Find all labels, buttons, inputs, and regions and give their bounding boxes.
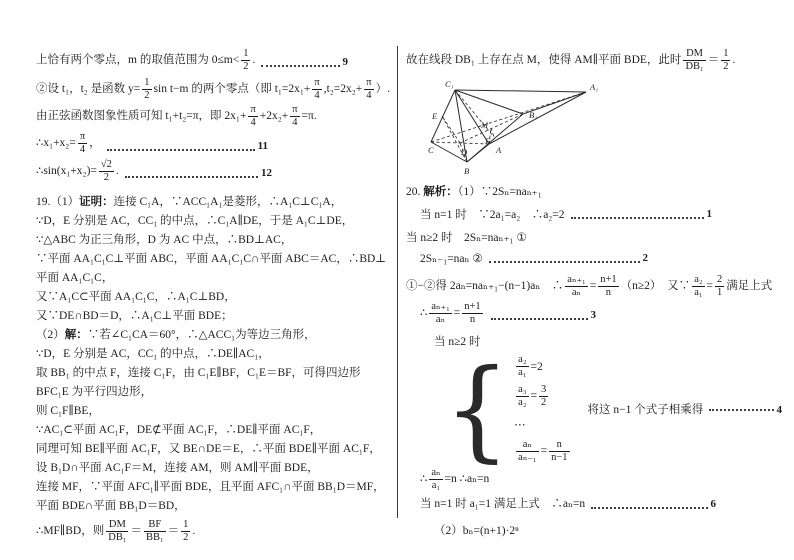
- fraction-denominator: 1: [717, 287, 723, 299]
- fraction-denominator: BB₁: [145, 531, 164, 543]
- text-line: [36, 288, 394, 307]
- fraction-numerator: aₙ₊₁: [429, 301, 451, 314]
- fraction-numerator: 2: [715, 274, 724, 287]
- math-text: =: [706, 280, 714, 293]
- fraction-numerator: n+1: [598, 274, 618, 287]
- fraction: [692, 274, 704, 299]
- fraction-numerator: 1: [142, 77, 151, 90]
- math-text: ⋯: [514, 418, 526, 431]
- fraction-denominator: 2: [723, 61, 729, 73]
- math-text: ∵若∠C₁CA＝60°，∴△ACC₁为等边三角形，: [87, 328, 316, 341]
- math-text: ∵AC₁⊂平面 AC₁F，DE⊄平面 AC₁F，∴DE∥平面 AC₁F，: [36, 423, 322, 436]
- math-text: ①−②得 2aₙ=naₙ₊₁−(n−1)aₙ ∴: [406, 280, 564, 293]
- system-brace: {: [444, 344, 511, 473]
- fraction-numerator: π: [248, 104, 257, 117]
- math-text: 则 C₁F∥BE，: [36, 404, 100, 417]
- fraction-denominator: 4: [292, 117, 298, 129]
- fraction: [683, 48, 705, 73]
- fraction-numerator: BF: [144, 519, 166, 532]
- vertex-label-M: M: [481, 120, 489, 131]
- math-text: ，: [89, 137, 101, 150]
- text-line: [36, 193, 394, 212]
- fraction: [429, 301, 451, 326]
- prism-figure-svg: [428, 77, 608, 181]
- equation-system: [444, 344, 782, 473]
- math-text: 解析：: [423, 186, 458, 199]
- vertex-label-A1: A₁: [590, 82, 599, 93]
- system-rows: [514, 354, 571, 463]
- system-row: [514, 384, 571, 409]
- fraction: [290, 104, 299, 129]
- math-text: 解：: [64, 328, 88, 341]
- math-text: ∵D，E 分别是 AC，CC₁ 的中点，∴C₁A∥DE，于是 A₁C⊥DE，: [36, 214, 354, 227]
- vertex-label-A: A: [496, 145, 502, 156]
- math-text: sin t−m 的两个零点（即 t₁=2x₁+: [153, 83, 311, 96]
- math-text: 2Sₙ₋₁=naₙ ②: [420, 252, 483, 265]
- math-text: 当 n=1 时 a₁=1 满足上式 ∴aₙ=n: [420, 498, 586, 511]
- fraction: [429, 467, 442, 492]
- fraction-denominator: 2: [183, 531, 189, 543]
- fraction-denominator: 4: [79, 144, 86, 156]
- text-line: [420, 249, 648, 269]
- math-text: 故在线段 DB₁ 上存在点 M，使得 AM∥平面 BDE，此时: [406, 54, 682, 67]
- fraction: [142, 77, 151, 102]
- fraction-denominator: aₙ: [571, 287, 582, 299]
- math-text: .: [192, 524, 196, 537]
- math-text: 同理可知 BE∥平面 AC₁F，又 BE∩DE＝E，∴平面 BDE∥平面 AC₁F，: [36, 442, 381, 455]
- math-text: =2: [530, 360, 543, 373]
- text-line: [36, 326, 394, 345]
- text-line: [36, 104, 394, 129]
- math-text: .: [252, 54, 256, 67]
- fraction-numerator: n: [549, 439, 569, 452]
- system-row: [514, 354, 571, 379]
- math-text: 将这 n−1 个式子相乘得: [587, 404, 704, 417]
- fraction-numerator: DM: [106, 519, 128, 532]
- fraction-numerator: aₙ: [429, 467, 442, 480]
- text-line: [36, 48, 348, 73]
- math-text: ②设 t₁，t₂ 是函数 y=: [36, 83, 141, 96]
- fraction-denominator: n: [605, 287, 612, 299]
- fraction-denominator: 2: [243, 61, 249, 73]
- fraction-denominator: 4: [366, 90, 372, 102]
- math-text: 又∵DE∩BD＝D，∴A₁C⊥平面 BDE；: [36, 309, 233, 322]
- text-line: [36, 459, 394, 478]
- math-text: =π.: [301, 110, 317, 123]
- fraction: [364, 77, 373, 102]
- text-line: [36, 250, 394, 288]
- dot-leader: [491, 318, 588, 320]
- math-text: ＝: [167, 524, 180, 537]
- math-text: ∵△ABC 为正三角形，D 为 AC 中点，∴BD⊥AC，: [36, 233, 293, 246]
- math-text: ∴x₁+x₂=: [36, 137, 76, 150]
- fraction: [248, 104, 257, 129]
- text-line: [36, 131, 268, 156]
- fraction: [598, 274, 618, 299]
- fraction: [715, 274, 724, 299]
- fraction-numerator: 1: [181, 519, 190, 532]
- prism-figure: [428, 77, 782, 181]
- fraction: [181, 519, 190, 544]
- system-row: [514, 439, 571, 464]
- math-text: 由正弦函数图象性质可知 t₁+t₂=π，即 2x₁+: [36, 110, 247, 123]
- dashed-edge-A1-C: [431, 92, 586, 142]
- dot-leader: [489, 261, 640, 263]
- fraction-numerator: π: [364, 77, 373, 90]
- fraction: [516, 354, 528, 379]
- fraction-denominator: n: [469, 314, 476, 326]
- math-text: 又∵A₁C⊂平面 AA₁C₁C，∴A₁C⊥BD，: [36, 290, 236, 303]
- math-text: 当 n=1 时 ∵2a₁=a₂ ∴a₂=2: [420, 208, 565, 221]
- text-line: [406, 48, 782, 73]
- score-number: 9: [342, 56, 348, 69]
- text-line: [36, 307, 394, 326]
- fraction: [106, 519, 128, 544]
- math-text: ,t₂=2x₂+: [323, 83, 363, 96]
- math-text: （2）: [36, 328, 65, 341]
- math-text: 上恰有两个零点，m 的取值范围为 0≤m<: [36, 54, 240, 67]
- math-text: ＝: [707, 54, 720, 67]
- text-line: [36, 77, 394, 102]
- dot-leader: [571, 217, 704, 219]
- fraction-denominator: n−1: [551, 451, 568, 463]
- math-text: 证明：: [79, 195, 114, 208]
- fraction-denominator: a₁: [694, 287, 703, 299]
- fraction-numerator: n+1: [462, 301, 482, 314]
- solid-edge-A-B: [467, 144, 489, 162]
- score-number: 2: [642, 252, 648, 265]
- text-line: [36, 364, 394, 402]
- fraction: [312, 77, 321, 102]
- fraction-numerator: a₃: [516, 384, 528, 397]
- math-text: .: [732, 54, 736, 67]
- math-text: ＝: [130, 524, 142, 537]
- text-line: [36, 478, 394, 516]
- math-text: （2）bₙ=(n+1)·2ⁿ: [434, 524, 519, 537]
- fraction-numerator: π: [312, 77, 321, 90]
- math-text: =: [540, 445, 548, 458]
- system-side-note: [588, 401, 783, 417]
- text-line: [420, 495, 716, 515]
- dashed-edge-M-F: [491, 128, 494, 137]
- math-text: .: [115, 164, 119, 177]
- fraction-numerator: π: [78, 131, 87, 144]
- vertex-label-F: F: [485, 136, 491, 147]
- math-text: ∵平面 AA₁C₁C⊥平面 ABC，平面 AA₁C₁C∩平面 ABC＝AC，∴BD⊥平面 AA₁C₁C，: [36, 252, 387, 284]
- fraction-numerator: √2: [99, 159, 114, 172]
- fraction-numerator: a₂: [692, 274, 704, 287]
- math-text: ）.: [375, 83, 390, 96]
- math-text: 满足上式: [726, 280, 773, 293]
- solid-edge-A-A1: [489, 92, 586, 144]
- text-line: [406, 229, 782, 248]
- text-line: [36, 345, 394, 364]
- system-row: [514, 413, 571, 435]
- math-text: 连接 MF，∵平面 AFC₁∥平面 BDE，且平面 AFC₁∩平面 BB₁D＝MF，平面 BDE∩平面 BB₁D＝BD，: [36, 480, 385, 512]
- left-column: [36, 48, 394, 544]
- math-text: =n ∴aₙ=n: [444, 472, 490, 485]
- vertex-label-E: E: [432, 111, 438, 122]
- score-number: 12: [261, 166, 272, 179]
- fraction: [78, 131, 87, 156]
- text-line: [434, 522, 782, 541]
- vertex-label-C1: C₁: [445, 79, 454, 90]
- dot-leader: [591, 507, 707, 509]
- dot-leader: [125, 176, 258, 178]
- dashed-edge-D-E: [442, 116, 460, 143]
- score-number: 4: [776, 404, 782, 417]
- math-text: +2x₂+: [259, 110, 289, 123]
- fraction: [144, 519, 166, 544]
- fraction: [516, 384, 528, 409]
- math-text: 取 BB₁ 的中点 F，连接 C₁F，由 C₁E∥BF，C₁E＝BF，可得四边形 BFC₁E 为平行四边形，: [36, 366, 364, 398]
- fraction-numerator: aₙ: [516, 439, 538, 452]
- score-number: 6: [710, 497, 716, 510]
- text-line: [406, 183, 782, 202]
- fraction-numerator: a₂: [516, 354, 528, 367]
- math-text: 当 n≥2 时 2Sₙ=naₙ₊₁ ①: [406, 232, 527, 245]
- text-line: [420, 301, 596, 326]
- vertex-label-B1: B₁: [529, 110, 538, 121]
- math-text: 当 n≥2 时: [434, 336, 481, 349]
- fraction-denominator: aₙ₋₁: [518, 451, 537, 463]
- fraction-denominator: 4: [250, 117, 256, 129]
- column-divider: [397, 46, 398, 518]
- math-text: 连接 C₁A，∵ACC₁A₁是菱形，∴A₁C⊥C₁A，: [113, 195, 343, 208]
- fraction: [539, 384, 548, 409]
- math-text: ∵D，E 分别是 AC，CC₁ 的中点，∴DE∥AC₁，: [36, 347, 270, 360]
- text-line: [406, 274, 782, 299]
- fraction: [99, 159, 114, 184]
- math-text: ∴: [420, 307, 428, 320]
- fraction-denominator: a₁: [431, 479, 441, 491]
- text-line: [36, 159, 272, 184]
- fraction-denominator: 4: [314, 90, 320, 102]
- text-line: [36, 402, 394, 421]
- fraction-numerator: aₙ₊₁: [565, 274, 587, 287]
- math-text: ∴: [420, 472, 428, 485]
- fraction-denominator: 2: [103, 171, 110, 183]
- dot-leader: [709, 409, 773, 411]
- text-line: [36, 440, 394, 459]
- math-text: （1）∵2Sₙ=naₙ₊₁: [457, 186, 542, 199]
- math-text: =: [453, 307, 461, 320]
- fraction-denominator: aₙ: [435, 314, 446, 326]
- solid-edge-C1-A: [455, 90, 491, 147]
- math-text: 19.（1）: [36, 195, 80, 208]
- fraction-denominator: a₁: [518, 367, 527, 379]
- fraction-denominator: DB₁: [685, 61, 704, 73]
- fraction: [516, 439, 538, 464]
- fraction: [721, 48, 730, 73]
- vertex-label-C: C: [428, 145, 434, 156]
- score-number: 11: [257, 139, 268, 152]
- text-line: [36, 231, 394, 250]
- vertex-label-B: B: [464, 166, 470, 177]
- dot-leader: [261, 65, 339, 67]
- solid-edge-C1-A1: [455, 90, 586, 92]
- dot-leader: [107, 149, 255, 151]
- fraction-denominator: a₂: [518, 396, 527, 408]
- math-text: 20.: [406, 186, 424, 199]
- fraction-denominator: DB₁: [108, 531, 127, 543]
- score-number: 3: [590, 309, 596, 322]
- vertex-label-D: D: [461, 147, 468, 158]
- fraction-numerator: 3: [539, 384, 548, 397]
- fraction-numerator: 1: [721, 48, 730, 61]
- math-text: ∴MF∥BD，则: [36, 524, 105, 537]
- fraction-numerator: 1: [241, 48, 250, 61]
- math-text: =: [530, 390, 537, 403]
- fraction: [462, 301, 482, 326]
- score-number: 1: [706, 208, 712, 221]
- text-line: [36, 519, 394, 544]
- text-line: [420, 205, 712, 225]
- fraction-denominator: 2: [541, 396, 547, 408]
- text-line: [36, 421, 394, 440]
- math-text: ∴sin(x₁+x₂)=: [36, 164, 97, 177]
- fraction: [241, 48, 250, 73]
- math-text: =: [589, 280, 597, 293]
- fraction: [549, 439, 569, 464]
- fraction: [565, 274, 587, 299]
- fraction-denominator: 2: [144, 90, 150, 102]
- text-line: [36, 212, 394, 231]
- math-text: 设 B₁D∩平面 AC₁F＝M，连接 AM，则 AM∥平面 BDE，: [36, 461, 319, 474]
- fraction-numerator: DM: [683, 48, 705, 61]
- solid-edge-C1-B1: [455, 90, 523, 114]
- math-text: （n≥2） 又∵: [620, 280, 691, 293]
- right-column: [406, 48, 782, 541]
- fraction-numerator: π: [290, 104, 299, 117]
